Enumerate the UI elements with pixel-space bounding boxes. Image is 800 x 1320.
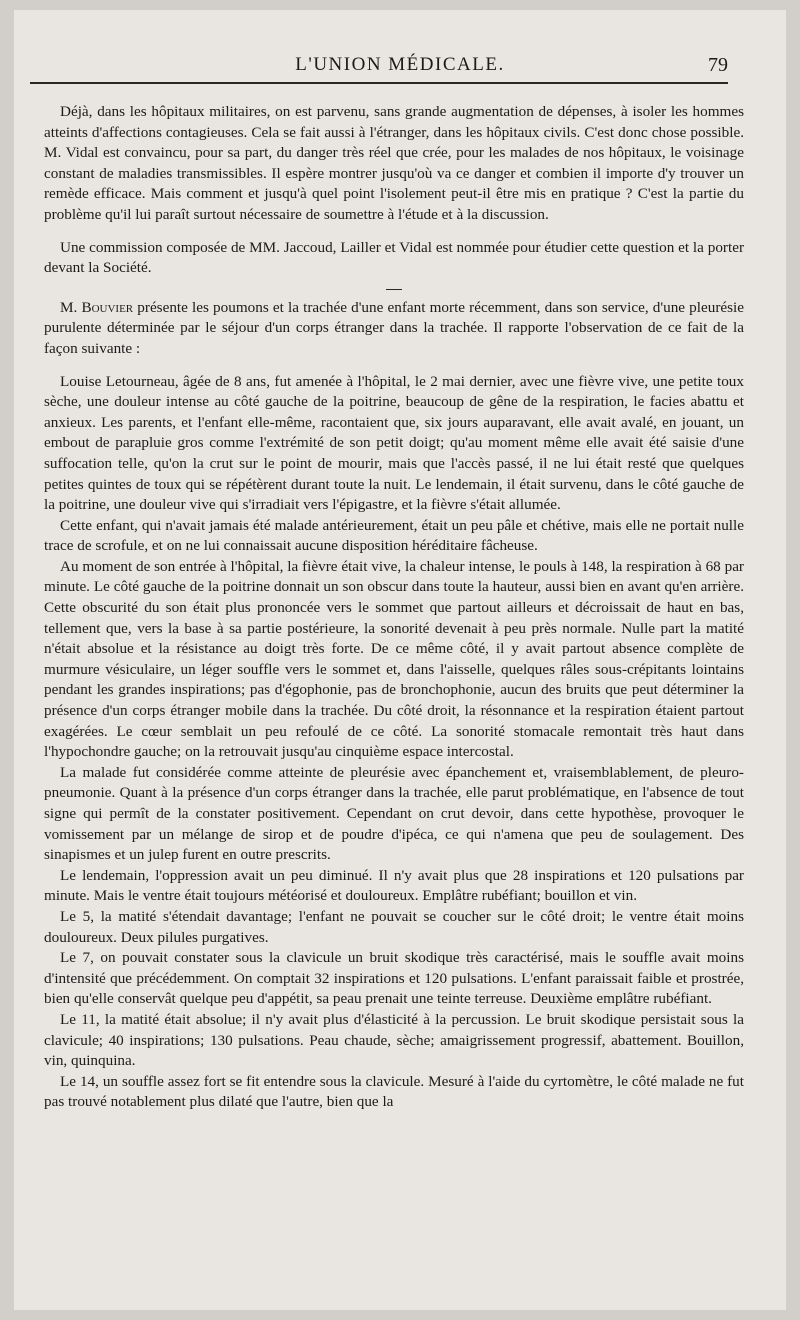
paragraph: La malade fut considérée comme atteinte de pleurésie avec épanchement et, vraisemblablement, de pleuro-pneumonie. Quant à la présence d'un corps étranger dans la trachée, elle parut problématique, en l'absence de tout signe qui permît de la constater positivement. Cependant on crut devoir, dans cette hypothèse, provoquer le vomissement par un mélange de sirop et de poudre d'ipéca, ce qui n'amena que peu de soulagement. Des sinapismes et un julep furent en outre prescrits.	[44, 763, 744, 864]
article-body	[44, 102, 744, 1113]
book-page	[14, 10, 786, 1310]
paragraph: Le 11, la matité était absolue; il n'y avait plus d'élasticité à la percussion. Le bruit skodique persistait sous la clavicule; 40 inspirations; 130 pulsations. Peau chaude, sèche; amaigrissement progressif, abattement. Bouillon, vin, quinquina.	[44, 1010, 744, 1070]
header-rule	[30, 82, 728, 84]
speaker-name: M. Bouvier	[60, 298, 134, 316]
paragraph: Le 5, la matité s'étendait davantage; l'enfant ne pouvait se coucher sur le côté droit; le ventre était moins douloureux. Deux pilules purgatives.	[44, 907, 744, 946]
paragraph: Le lendemain, l'oppression avait un peu diminué. Il n'y avait plus que 28 inspirations et 120 pulsations par minute. Mais le ventre était toujours météorisé et douloureux. Emplâtre rubéfiant; bouillon et vin.	[44, 866, 744, 905]
paragraph: Louise Letourneau, âgée de 8 ans, fut amenée à l'hôpital, le 2 mai dernier, avec une fièvre vive, une petite toux sèche, une douleur intense au côté gauche de la poitrine, beaucoup de gêne de la respiration, le facies abattu et anxieux. Les parents, et l'enfant elle-même, racontaient que, six jours auparavant, elle avait avalé, en jouant, un embout de parapluie gros comme l'extrémité de son petit doigt; qu'au moment même elle avait été saisie d'une suffocation telle, qu'on la crut sur le point de mourir, mais que l'accès passé, il ne lui était resté que quelques petites quintes de toux qui se répétèrent durant toute la nuit. Le lendemain, il était survenu, dans le côté gauche de la poitrine, une douleur vive qui s'irradiait vers l'épigastre, et la fièvre s'était allumée.	[44, 372, 744, 514]
paragraph: Une commission composée de MM. Jaccoud, Lailler et Vidal est nommée pour étudier cette question et la porter devant la Société.	[44, 238, 744, 277]
paragraph: Le 14, un souffle assez fort se fit entendre sous la clavicule. Mesuré à l'aide du cyrtomètre, le côté malade ne fut pas trouvé notablement plus dilaté que l'autre, bien que la	[44, 1072, 744, 1111]
page-header	[14, 48, 786, 88]
paragraph	[44, 298, 744, 360]
page-number: 79	[708, 54, 728, 76]
section-separator	[386, 289, 402, 290]
paragraph: Le 7, on pouvait constater sous la clavicule un bruit skodique très caractérisé, mais le souffle avait moins d'intensité que précédemment. On comptait 32 inspirations et 120 pulsations. L'enfant paraissait faible et prostrée, bien qu'elle conservât quelque peu d'appétit, sa peau prenait une teinte terreuse. Deuxième emplâtre rubéfiant.	[44, 949, 744, 1008]
paragraph-text: présente les poumons et la trachée d'une enfant morte récemment, dans son service, d'une pleurésie purulente déterminée par le séjour d'un corps étranger dans la trachée. Il rapporte l'observation de ce fait de la façon suivante :	[44, 298, 745, 357]
running-title: L'UNION MÉDICALE.	[295, 54, 505, 75]
paragraph: Au moment de son entrée à l'hôpital, la fièvre était vive, la chaleur intense, le pouls à 148, la respiration à 68 par minute. Le côté gauche de la poitrine donnait un son obscur dans toute la hauteur, aussi bien en avant qu'en arrière. Cette obscurité du son était plus prononcée vers le sommet que partout ailleurs et décroissait de haut en bas, tellement que, vers la base à sa partie postérieure, la sonorité devenait à peu près normale. Nulle part la matité n'était absolue et la résistance au doigt très forte. De ce même côté, il y avait partout absence complète de murmure vésiculaire, un léger souffle vers le sommet et, dans l'aisselle, quelques râles sous-crépitants lointains pendant les grandes inspirations; pas d'égophonie, pas de bronchophonie, aucun des bruits que peut déterminer la présence d'un corps étranger mobile dans la trachée. Du côté droit, la résonnance et la respiration étaient partout exagérées. Le cœur semblait un peu refoulé de ce côté. La sonorité stomacale remontait très haut dans l'hypochondre gauche; on la retrouvait jusqu'au cinquième espace intercostal.	[44, 557, 744, 761]
paragraph: Déjà, dans les hôpitaux militaires, on est parvenu, sans grande augmentation de dépenses, à isoler les hommes atteints d'affections contagieuses. Cela se fait aussi à l'étranger, dans les hôpitaux civils. C'est donc chose possible. M. Vidal est convaincu, pour sa part, du danger très réel que crée, pour les malades de nos hôpitaux, le voisinage constant de maladies transmissibles. Il espère montrer jusqu'où va ce danger et combien il importe d'y trouver un remède efficace. Mais comment et jusqu'à quel point l'isolement peut-il être mis en pratique ? C'est la partie du problème qu'il lui paraît surtout nécessaire de soumettre à l'étude et à la discussion.	[44, 103, 744, 223]
paragraph: Cette enfant, qui n'avait jamais été malade antérieurement, était un peu pâle et chétive, mais elle ne portait nulle trace de scrofule, et on ne lui connaissait aucune disposition héréditaire fâcheuse.	[44, 516, 744, 555]
